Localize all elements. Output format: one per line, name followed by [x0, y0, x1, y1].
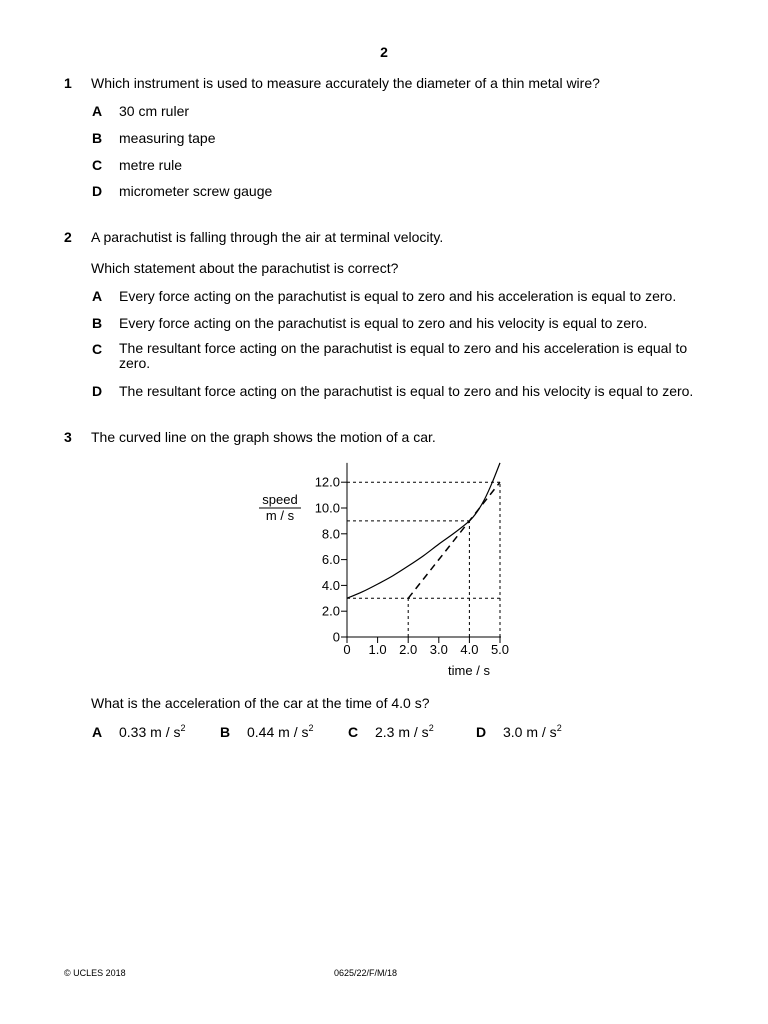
footer-code: 0625/22/F/M/18 — [334, 968, 398, 978]
option-letter: A — [92, 288, 103, 304]
x-tick-label: 5.0 — [490, 642, 510, 657]
x-tick-label: 4.0 — [460, 642, 479, 657]
option-letter: C — [92, 341, 103, 357]
option-letter: C — [348, 724, 359, 740]
question-number: 1 — [64, 75, 72, 91]
speed-time-graph — [0, 455, 768, 695]
option-text: Every force acting on the parachutist is equal to zero and his acceleration is equal to zero. — [119, 288, 677, 304]
option-text: micrometer screw gauge — [119, 183, 273, 199]
option-text: The resultant force acting on the parachutist is equal to zero and his acceleration is equal to zero. — [119, 340, 688, 371]
page-number: 2 — [380, 44, 388, 60]
y-tick-label: 12.0 — [314, 474, 340, 490]
question-prompt: What is the acceleration of the car at the time of 4.0 s? — [91, 695, 430, 711]
y-tick-label: 8.0 — [321, 526, 340, 542]
y-tick-label: 10.0 — [314, 500, 340, 516]
option-letter: A — [92, 724, 103, 740]
question-text: A parachutist is falling through the air at terminal velocity. — [91, 229, 444, 245]
option-text: The resultant force acting on the parachutist is equal to zero and his velocity is equal to zero. — [119, 383, 694, 399]
x-tick-label: 3.0 — [429, 642, 448, 657]
option-text: Every force acting on the parachutist is equal to zero and his velocity is equal to zero. — [119, 315, 648, 331]
y-tick-label: 4.0 — [321, 577, 340, 593]
y-tick-label: 6.0 — [321, 552, 340, 568]
option-letter: D — [476, 724, 487, 740]
question-number: 2 — [64, 229, 72, 245]
option-letter: B — [92, 130, 103, 146]
y-tick-label: 0 — [332, 629, 340, 645]
option-letter: C — [92, 157, 103, 173]
x-tick-label: 1.0 — [368, 642, 387, 657]
option-letter: A — [92, 103, 103, 119]
option-letter: D — [92, 383, 103, 399]
x-axis-label: time / s — [448, 663, 490, 678]
y-axis-label-bottom: m / s — [265, 508, 295, 523]
option-text: measuring tape — [119, 130, 216, 146]
option-letter: B — [220, 724, 231, 740]
q3-options — [0, 724, 768, 744]
option-text: 3.0 m / $s^2$ — [503, 723, 562, 740]
footer-copyright: © UCLES 2018 — [64, 968, 126, 978]
option-text: 30 cm ruler — [119, 103, 190, 119]
question-text: The curved line on the graph shows the motion of a car. — [91, 429, 436, 445]
x-tick-label: 0 — [343, 642, 351, 657]
question-text: Which instrument is used to measure accurately the diameter of a thin metal wire? — [91, 75, 600, 91]
tangent-line — [408, 482, 500, 598]
option-text: 2.3 m / $s^2$ — [375, 723, 434, 740]
y-tick-label: 2.0 — [321, 603, 340, 619]
option-letter: B — [92, 315, 103, 331]
option-letter: D — [92, 183, 103, 199]
y-axis-label-top: speed — [262, 492, 298, 507]
question-prompt: Which statement about the parachutist is correct? — [91, 260, 399, 276]
option-text: 0.44 m / $s^2$ — [247, 723, 314, 740]
option-text: 0.33 m / $s^2$ — [119, 723, 186, 740]
x-tick-label: 2.0 — [399, 642, 418, 657]
option-text: metre rule — [119, 157, 183, 173]
question-number: 3 — [64, 429, 72, 445]
